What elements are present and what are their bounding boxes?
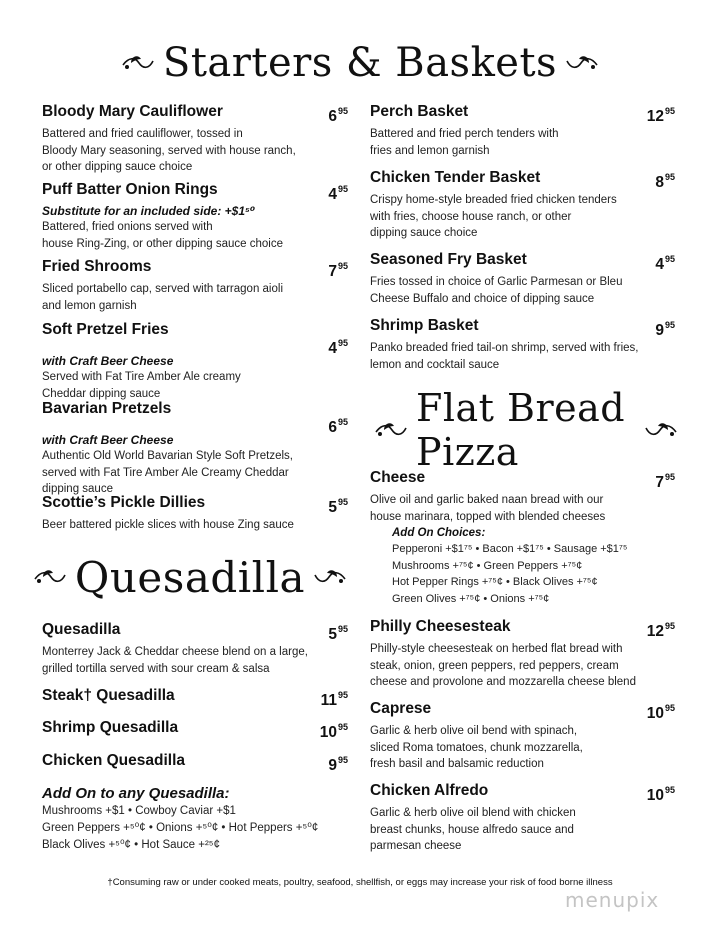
item-description: Monterrey Jack & Cheddar cheese blend on a large, grilled tortilla served with sour cream & salsa: [42, 646, 308, 675]
addon-line: Green Peppers +⁵⁰¢ • Onions +⁵⁰¢ • Hot Peppers +⁵⁰¢: [42, 822, 319, 834]
leaf-ornament-icon: [565, 51, 599, 75]
menu-item: [370, 316, 675, 373]
addon-line: Mushrooms +⁷⁵¢ • Green Peppers +⁷⁵¢: [392, 559, 583, 572]
item-price: $4^{95}$: [328, 184, 348, 203]
menu-item: [42, 751, 348, 775]
quesadilla-heading: [40, 548, 340, 606]
menu-item: [370, 781, 675, 855]
item-name: Shrimp Basket: [370, 317, 479, 334]
leaf-ornament-icon: [644, 418, 678, 442]
menu-item: [370, 102, 675, 159]
item-name: Quesadilla: [42, 621, 121, 638]
item-description: Fries tossed in choice of Garlic Parmesan or Bleu Cheese Buffalo and choice of dipping sauce: [370, 276, 623, 305]
item-description: Battered and fried cauliflower, tossed in Bloody Mary seasoning, served with house ranch, or other dipping sauce choice: [42, 128, 296, 173]
item-name: Puff Batter Onion Rings: [42, 181, 218, 198]
pizza-heading: [366, 386, 686, 474]
item-subtitle: Substitute for an included side: +$1⁵⁰: [42, 204, 256, 218]
menu-item: [42, 257, 348, 314]
item-name: Perch Basket: [370, 103, 469, 120]
item-name: Bavarian Pretzels: [42, 400, 172, 417]
item-name: Soft Pretzel Fries: [42, 321, 169, 338]
menu-item: [370, 168, 675, 242]
item-price: $9^{95}$: [328, 755, 348, 774]
menu-item: [42, 718, 348, 742]
item-price: $4^{95}$: [328, 338, 348, 357]
leaf-ornament-icon: [374, 418, 408, 442]
pizza-addons: [392, 525, 675, 607]
item-price: $6^{95}$: [328, 417, 348, 436]
item-description: Authentic Old World Bavarian Style Soft Pretzels, served with Fat Tire Amber Ale Creamy Cheddar dipping sauce: [42, 450, 293, 495]
item-price: $9^{95}$: [655, 320, 675, 339]
addon-line: Hot Pepper Rings +⁷⁵¢ • Black Olives +⁷⁵¢: [392, 576, 598, 588]
item-subtitle: with Craft Beer Cheese: [42, 433, 174, 447]
item-description: Served with Fat Tire Amber Ale creamy Cheddar dipping sauce: [42, 371, 241, 400]
leaf-ornament-icon: [313, 565, 347, 589]
menu-item: [370, 699, 675, 773]
item-name: Fried Shrooms: [42, 258, 152, 275]
menu-item: [370, 468, 675, 607]
item-description: Garlic & herb olive oil blend with chicken breast chunks, house alfredo sauce and parmesan cheese: [370, 807, 576, 852]
watermark: menupix: [565, 888, 660, 912]
item-name: Chicken Quesadilla: [42, 752, 185, 769]
addon-line: Green Olives +⁷⁵¢ • Onions +⁷⁵¢: [392, 592, 550, 605]
item-price: $8^{95}$: [655, 172, 675, 191]
quesadilla-title: Quesadilla: [74, 552, 306, 602]
pizza-title: Flat Bread Pizza: [416, 386, 626, 474]
item-name: Shrimp Quesadilla: [42, 719, 179, 736]
item-description: Battered and fried perch tenders with fries and lemon garnish: [370, 128, 559, 157]
item-name: Seasoned Fry Basket: [370, 251, 527, 268]
item-name: Scottie’s Pickle Dillies: [42, 494, 206, 511]
leaf-ornament-icon: [33, 565, 67, 589]
starters-title: Starters & Baskets: [162, 40, 558, 86]
menu-item: [42, 320, 348, 402]
item-description: Beer battered pickle slices with house Zing sauce: [42, 519, 294, 531]
starters-heading: [0, 36, 720, 90]
item-price: $7^{95}$: [328, 261, 348, 280]
leaf-ornament-icon: [121, 51, 155, 75]
item-name: Chicken Tender Basket: [370, 169, 541, 186]
item-price: $7^{95}$: [655, 472, 675, 491]
allergy-footnote: †Consuming raw or under cooked meats, poultry, seafood, shellfish, or eggs may increase your risk of food borne illness: [107, 877, 613, 888]
menu-item: [42, 180, 348, 252]
item-description: Crispy home-style breaded fried chicken tenders with fries, choose house ranch, or other dipping sauce choice: [370, 194, 617, 239]
menu-item: [42, 399, 348, 498]
item-name: Caprese: [370, 700, 432, 717]
menu-item: [370, 250, 675, 307]
item-price: $11^{95}$: [320, 690, 348, 709]
item-description: Olive oil and garlic baked naan bread with our house marinara, topped with blended cheeses: [370, 494, 606, 523]
item-description: Philly-style cheesesteak on herbed flat bread with steak, onion, green peppers, red peppers, cream cheese and provolone and mozzarella cheese blend: [370, 643, 636, 688]
item-price: $12^{95}$: [646, 621, 675, 640]
item-price: $6^{95}$: [328, 106, 348, 125]
menu-item: [42, 493, 348, 534]
item-name: Philly Cheesesteak: [370, 618, 511, 635]
item-description: Panko breaded fried tail-on shrimp, served with fries, lemon and cocktail sauce: [370, 342, 639, 371]
addon-line: Mushrooms +$1 • Cowboy Caviar +$1: [42, 805, 236, 817]
item-price: $12^{95}$: [646, 106, 675, 125]
menu-item: [42, 620, 348, 677]
menu-item: [42, 102, 348, 176]
item-price: $10^{95}$: [646, 785, 675, 804]
item-name: Cheese: [370, 469, 426, 486]
quesadilla-addons: [42, 784, 348, 854]
item-price: $10^{95}$: [319, 722, 348, 741]
item-description: Battered, fried onions served with house Ring-Zing, or other dipping sauce choice: [42, 221, 284, 250]
menu-item: [370, 617, 675, 691]
item-name: Chicken Alfredo: [370, 782, 489, 799]
item-description: Garlic & herb olive oil bend with spinach, sliced Roma tomatoes, chunk mozzarella, fresh basil and balsamic reduction: [370, 725, 583, 770]
addon-line: Pepperoni +$1⁷⁵ • Bacon +$1⁷⁵ • Sausage +$1⁷⁵: [392, 543, 628, 555]
item-price: $10^{95}$: [646, 703, 675, 722]
item-description: Sliced portabello cap, served with tarragon aioli and lemon garnish: [42, 283, 283, 312]
addon-line: Black Olives +⁵⁰¢ • Hot Sauce +²⁵¢: [42, 839, 220, 851]
item-subtitle: with Craft Beer Cheese: [42, 354, 174, 368]
item-price: $5^{95}$: [328, 624, 348, 643]
addons-title: Add On Choices:: [392, 527, 486, 539]
item-name: Steak† Quesadilla: [42, 687, 175, 704]
item-price: $4^{95}$: [655, 254, 675, 273]
menu-item: [42, 686, 348, 710]
item-price: $5^{95}$: [328, 497, 348, 516]
item-name: Bloody Mary Cauliflower: [42, 103, 223, 120]
addons-title: Add On to any Quesadilla:: [42, 785, 230, 802]
